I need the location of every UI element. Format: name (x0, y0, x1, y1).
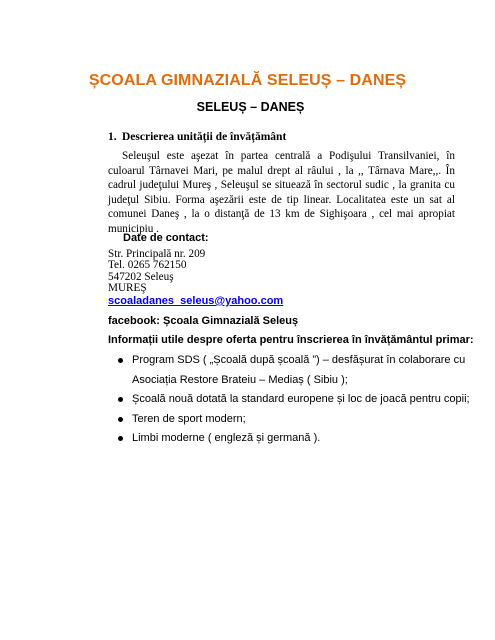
list-item (118, 429, 478, 449)
description-paragraph: Seleuşul este aşezat în partea centrală a Podişului Transilvaniei, în culoarul Târnavei Mari, pe malul drept al râului , la ,, Târnava Mare,,. În cadrul judeţului Mureş , Seleuşul se situează în sectorul sudic , la granita cu judeţul Sibiu. Forma aşezării este de tip linear. Localitatea este un sat al comunei Daneş , la o distanţă de 13 km de Sighişoara , cel mai apropiat municipiu . (108, 150, 455, 235)
address-line: Tel. 0265 762150 (108, 259, 187, 272)
email-link[interactable]: scoaladanes_seleus@yahoo.com (108, 295, 284, 307)
info-heading: Informații utile despre oferta pentru înscrierea în învățământul primar: (108, 334, 474, 346)
address-block (108, 249, 205, 295)
list-item-text: Program SDS ( „Școală după școală ”) – desfășurat în colaborare cu Asociația Restore Brateiu – Mediaș ( Sibiu ); (132, 354, 466, 386)
bullet-icon (118, 417, 123, 422)
list-item (118, 410, 478, 430)
address-line: MUREŞ (108, 282, 147, 295)
section-number: 1. (108, 131, 117, 143)
list-item (118, 390, 478, 410)
facebook-line: facebook: Școala Gimnazială Seleuș (108, 315, 299, 327)
list-item-text: Limbi moderne ( engleză și germană ). (132, 432, 321, 444)
list-item-text: Teren de sport modern; (132, 412, 246, 425)
section-title: Descrierea unității de învățământ (122, 131, 287, 143)
list-item (118, 351, 478, 390)
bullet-icon (118, 397, 123, 402)
section-heading (108, 131, 286, 143)
page-title: ȘCOALA GIMNAZIALĂ SELEUȘ – DANEȘ (88, 72, 407, 89)
info-list (118, 351, 478, 449)
bullet-icon (118, 358, 123, 363)
contact-label: Date de contact: (123, 232, 209, 244)
address-line: 547202 Seleuş (108, 270, 174, 283)
list-item-text: Școală nouă dotată la standard europene și loc de joacă pentru copii; (132, 393, 470, 405)
page-subtitle: SELEUȘ – DANEȘ (196, 100, 305, 114)
address-line: Str. Principală nr. 209 (108, 248, 206, 260)
bullet-icon (118, 436, 123, 441)
